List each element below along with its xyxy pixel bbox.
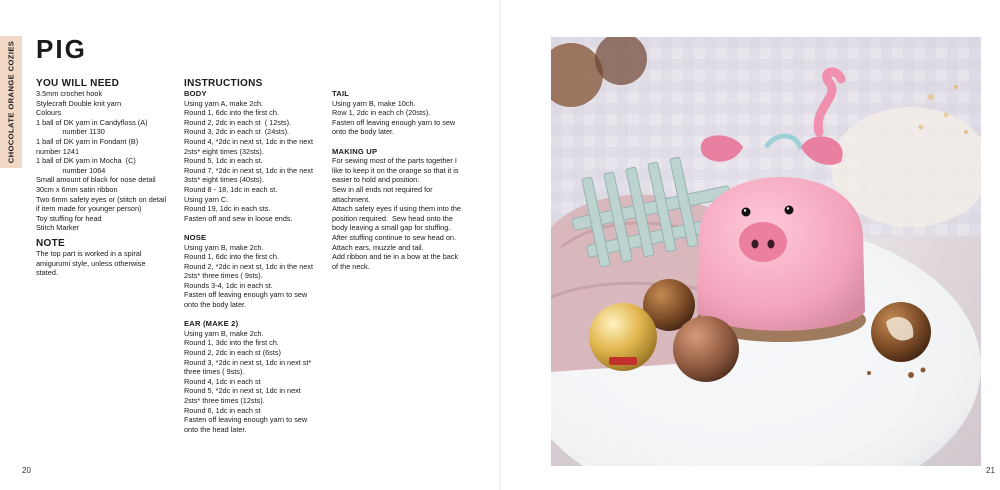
text-line: like to keep it on the orange so that it is xyxy=(332,165,459,175)
text-line: Round 5, 1dc in each st. xyxy=(184,156,263,166)
text-line: Row 1, 2dc in each ch (20sts). xyxy=(332,108,431,118)
text-line: stated. xyxy=(36,268,58,278)
text-line: Round 2, 2dc in each st ( 12sts). xyxy=(184,117,292,127)
text-line: Round 1, 3dc into the first ch. xyxy=(184,338,279,348)
text-line: Fasten off leaving enough yarn to sew xyxy=(184,290,308,300)
instructions-column xyxy=(184,78,324,434)
text-line: Fasten off leaving enough yarn to sew xyxy=(332,117,456,127)
text-line: Round 6, 1dc in each st xyxy=(184,405,261,415)
you-will-need-list xyxy=(36,89,176,233)
text-line: number 1130 xyxy=(36,127,105,137)
page-gutter xyxy=(499,0,501,490)
text-line: Using yarn C. xyxy=(184,194,229,204)
text-line: The top part is worked in a spiral xyxy=(36,248,142,258)
making-up-heading: MAKING UP xyxy=(332,146,378,156)
text-line: Colours xyxy=(36,108,62,118)
text-line: Toy stuffing for head xyxy=(36,213,102,223)
ear-heading: EAR (MAKE 2) xyxy=(184,319,239,329)
text-line: Attach safety eyes if using them into the xyxy=(332,204,461,214)
text-line: For sewing most of the parts together I xyxy=(332,156,457,166)
body-instructions xyxy=(184,99,324,224)
text-line: Add ribbon and tie in a bow at the back xyxy=(332,252,459,262)
text-line: amigurumi style, unless otherwise xyxy=(36,258,146,268)
text-line: Stylecraft Double knit yarn xyxy=(36,98,122,108)
text-line: Using yarn B, make 10ch. xyxy=(332,98,416,108)
nose-instructions xyxy=(184,243,324,310)
note-heading: NOTE xyxy=(36,237,65,249)
text-line: onto the body later. xyxy=(332,127,395,137)
text-line: Round 7, *2dc in next st, 1dc in the next xyxy=(184,165,313,175)
text-line: 2sts* eight times (32sts). xyxy=(184,146,264,156)
note-text xyxy=(36,249,176,278)
finishing-column xyxy=(332,89,472,271)
text-line: Round 1, 6dc into the first ch. xyxy=(184,108,279,118)
making-up-instructions xyxy=(332,156,472,271)
body-heading: BODY xyxy=(184,89,207,98)
text-line: 1 ball of DK yarn in Fondant (B) xyxy=(36,136,139,146)
crochet-pig-photo xyxy=(551,37,981,466)
text-line: Fasten off leaving enough yarn to sew xyxy=(184,415,308,425)
text-line: Round 3, 2dc in each st (24sts). xyxy=(184,127,290,137)
tail-heading: TAIL xyxy=(332,89,350,98)
text-line: number 1064 xyxy=(36,165,106,175)
text-line: easier to hold and position. xyxy=(332,175,420,185)
text-line: Round 8 - 18, 1dc in each st. xyxy=(184,184,278,194)
text-line: 2sts* three times (12sts). xyxy=(184,396,265,405)
text-line: Round 1, 6dc into the first ch. xyxy=(184,252,279,262)
text-line: 1 ball of DK yarn in Mocha (C) xyxy=(36,156,136,166)
text-line: Sew in all ends not required for xyxy=(332,184,433,194)
text-line: 3sts* eight times (40sts). xyxy=(184,175,264,185)
you-will-need-heading: YOU WILL NEED xyxy=(36,78,120,89)
text-line: Small amount of black for nose detail xyxy=(36,175,156,185)
page-number-left: 20 xyxy=(22,466,31,475)
nose-heading: NOSE xyxy=(184,232,207,242)
text-line: Round 2, *2dc in next st, 1dc in the next xyxy=(184,261,313,271)
text-line: Fasten off and sew in loose ends. xyxy=(184,213,293,223)
text-line: Round 2, 2dc in each st (6sts) xyxy=(184,348,281,358)
text-line: Rounds 3-4, 1dc in each st. xyxy=(184,280,273,290)
text-line: if item made for younger person) xyxy=(36,204,142,214)
materials-column xyxy=(36,78,176,278)
tail-instructions xyxy=(332,99,472,137)
ear-instructions xyxy=(184,329,324,435)
text-line: Stitch Marker xyxy=(36,223,79,233)
text-line: attachment. xyxy=(332,194,371,204)
text-line: number 1241 xyxy=(36,146,80,156)
instructions-heading: INSTRUCTIONS xyxy=(184,78,263,89)
text-line: 2sts* three times ( 9sts). xyxy=(184,271,263,281)
page-title: PIG xyxy=(36,34,87,64)
text-line: 30cm x 6mm satin ribbon xyxy=(36,184,118,194)
text-line: Round 19, 1dc in each sts. xyxy=(184,204,271,214)
text-line: three times ( 9sts). xyxy=(184,367,245,377)
text-line: onto the head later. xyxy=(184,424,247,434)
text-line: Round 3, *2dc in next st, 1dc in next st* xyxy=(184,357,312,367)
text-line: Attach ears, muzzle and tail. xyxy=(332,242,424,252)
text-line: Using yarn A, make 2ch. xyxy=(184,98,264,108)
text-line: 1 ball of DK yarn in Candyfloss (A) xyxy=(36,117,148,127)
text-line: Two 6mm safety eyes or (stitch on detail xyxy=(36,194,167,204)
text-line: Round 4, 1dc in each st xyxy=(184,376,261,386)
text-line: position required. Sew head onto the xyxy=(332,213,453,223)
text-line: Using yarn B, make 2ch. xyxy=(184,328,264,338)
text-line: Using yarn B, make 2ch. xyxy=(184,242,264,252)
text-line: body leaving a small gap for stuffing. xyxy=(332,223,451,233)
page-number-right: 21 xyxy=(986,466,995,475)
text-line: Round 4, *2dc in next st, 1dc in the next xyxy=(184,136,313,146)
text-line: of the neck. xyxy=(332,261,370,271)
chapter-side-tab-label: CHOCOLATE ORANGE COZIES xyxy=(6,40,16,164)
text-line: 3.5mm crochet hook xyxy=(36,89,103,98)
text-line: onto the body later. xyxy=(184,300,247,310)
text-line: After stuffing continue to sew head on. xyxy=(332,232,456,242)
text-line: Round 5, *2dc in next st, 1dc in next xyxy=(184,386,301,396)
